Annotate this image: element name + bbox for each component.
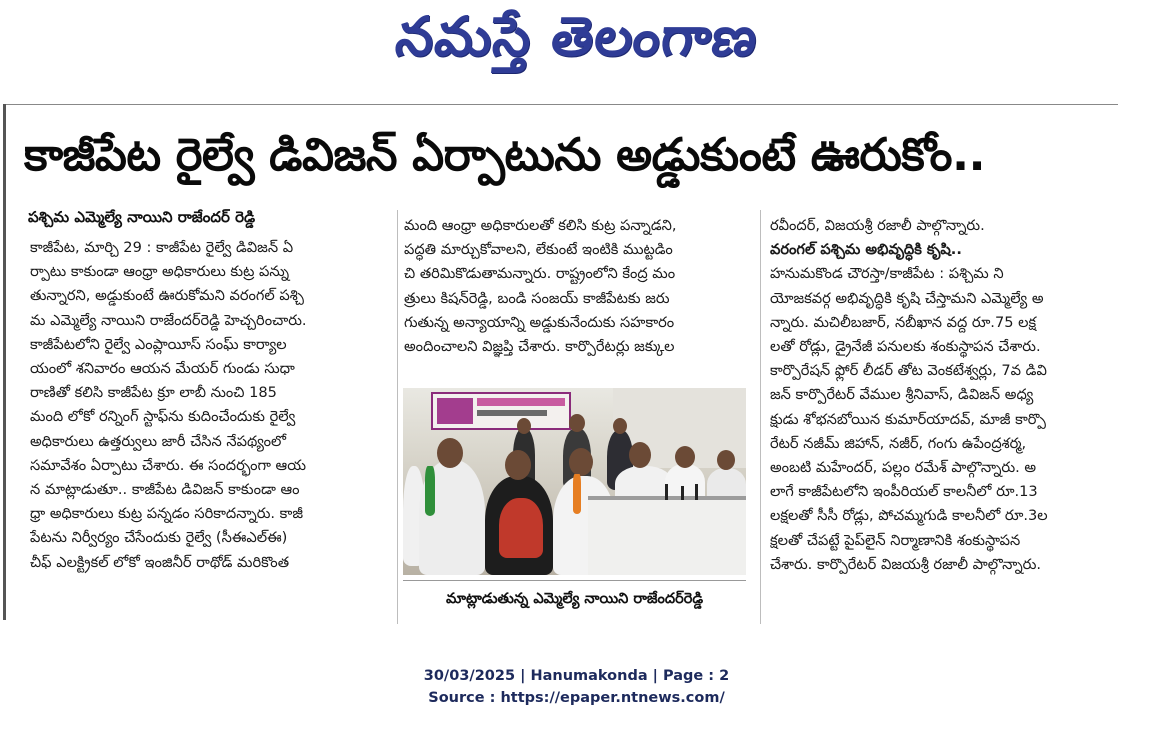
column-3-line: న్నారు. మచిలీబజార్, నబీఖాన వద్ద రూ.75 లక్ష xyxy=(770,313,1037,331)
photo-microphone xyxy=(681,486,684,500)
photo-table xyxy=(588,500,746,575)
column-1-line: చీఫ్ ఎలక్ట్రికల్ లోకో ఇంజినీర్ రాథోడ్ మరికొంత xyxy=(30,553,290,571)
column-2-line: చి తరిమికొడుతామన్నారు. రాష్ట్రంలోని కేంద్ర మం xyxy=(404,265,676,283)
column-1-line: ధ్రా అధికారులు కుట్ర పన్నడం సరికాదన్నారు. కాజీ xyxy=(30,505,303,523)
column-1-line: రాణితో కలిసి కాజీపేట క్రూ లాబీ నుంచి 185 xyxy=(30,384,277,402)
photo-caption: మాట్లాడుతున్న ఎమ్మెల్యే నాయిని రాజేందర్‌రెడ్డి xyxy=(403,580,746,616)
footer-edition-info: 30/03/2025 | Hanumakonda | Page : 2 xyxy=(423,668,730,684)
article-column-2 xyxy=(404,214,749,359)
article-headline: కాజీపేట రైల్వే డివిజన్ ఏర్పాటును అడ్డుకుంటే ఊరుకోం.. xyxy=(24,128,986,181)
column-3-line: చేశారు. కార్పొరేటర్ విజయశ్రీ రజాలీ పాల్గొన్నారు. xyxy=(770,555,1042,573)
photo-microphone xyxy=(665,484,668,500)
column-3-line: అంబటి మహేందర్, పల్లం రమేశ్ పాల్గొన్నారు. అ xyxy=(770,459,1037,477)
column-3-line: లతో రోడ్లు, డ్రైనేజీ పనులకు శంకుస్థాపన చేశారు. xyxy=(770,338,1041,356)
photo-banner xyxy=(431,392,571,430)
column-2-line: అందించాలని విజ్ఞప్తి చేశారు. కార్పొరేటర్లు జక్కుల xyxy=(404,338,675,356)
column-3-line: రవీందర్, విజయశ్రీ రజాలీ పాల్గొన్నారు. xyxy=(770,217,985,234)
column-3-line: క్షుడు శోభనబోయిన కుమార్‌యాదవ్, మాజీ కార్పొ xyxy=(770,410,1046,428)
column-3-line: లక్షలతో సీసీ రోడ్లు, పోచమ్మగుడి కాలనీలో రూ.3ల xyxy=(770,507,1048,525)
column-1-line: పేటను నిర్వీర్యం చేసేందుకు రైల్వే (సీఈఎల్ఈ) xyxy=(30,529,288,547)
column-1-line: మ ఎమ్మెల్యే నాయిని రాజేందర్‌రెడ్డి హెచ్చరించారు. xyxy=(30,311,307,329)
column-2-line: పద్ధతి మార్చుకోవాలని, లేకుంటే ఇంటికి ముట్టడిం xyxy=(404,241,673,259)
column-1-line: కాజీపేటలోని రైల్వే ఎంప్లాయీస్ సంఘ్ కార్యాల xyxy=(30,335,287,353)
article-column-3 xyxy=(770,214,1125,577)
column-1-line: సమావేశం ఏర్పాటు చేశారు. ఈ సందర్భంగా ఆయ xyxy=(30,456,306,474)
column-1-line: తున్నారని, అడ్డుకుంటే ఊరుకోమని వరంగల్ పశ్చి xyxy=(30,287,304,305)
column-divider xyxy=(760,210,761,624)
column-1-line: ర్పాటు కాకుండా ఆంధ్రా అధికారులు కుట్ర పన్ను xyxy=(30,263,290,281)
column-3-line: క్షలతో చేపట్టే పైప్‌లైన్ నిర్మాణానికి శంకుస్థాపన xyxy=(770,531,1021,549)
masthead-logo: నమస్తే తెలంగాణ xyxy=(392,4,762,68)
column-2-line: మంది ఆంధ్రా అధికారులతో కలిసి కుట్ర పన్నాడని, xyxy=(404,217,677,234)
article-column-1 xyxy=(30,236,392,575)
column-1-line: న మాట్లాడుతూ.. కాజీపేట డివిజన్ కాకుండా ఆం xyxy=(30,481,300,499)
column-1-line: కాజీపేట, మార్చి 29 : కాజీపేట రైల్వే డివిజన్ ఏ xyxy=(30,239,294,256)
masthead-divider xyxy=(5,104,1118,105)
column-3-line: యోజకవర్గ అభివృద్ధికి కృషి చేస్తామని ఎమ్మెల్యే అ xyxy=(770,289,1044,307)
subheading: వరంగల్ పశ్చిమ అభివృద్ధికి కృషి.. xyxy=(770,241,962,259)
column-3-line: హనుమకొండ చౌరస్తా/కాజీపేట : పశ్చిమ ని xyxy=(770,265,1004,283)
column-3-line: లాగే కాజీపేటలోని ఇంపీరియల్ కాలనీలో రూ.13 xyxy=(770,483,1038,501)
column-3-line: కార్పొరేషన్ ఫ్లోర్ లీడర్ తోట వెంకటేశ్వర్లు, 7వ డివి xyxy=(770,362,1047,380)
column-3-line: రేటర్ నజీమ్ జిహాన్, నజీర్, గంగు ఉపేంద్రశర్మ, xyxy=(770,434,1027,452)
column-1-line: అధికారులు ఉత్తర్వులు జారీ చేసిన నేపథ్యంలో xyxy=(30,432,287,450)
column-2-line: గుతున్న అన్యాయాన్ని అడ్డుకునేందుకు సహకారం xyxy=(404,313,675,331)
photo-microphone xyxy=(695,484,698,500)
footer-source-link[interactable]: Source : https://epaper.ntnews.com/ xyxy=(428,690,725,706)
column-3-line: జన్ కార్పొరేటర్ వేముల శ్రీనివాస్, డివిజన్ అధ్య xyxy=(770,386,1034,404)
clipping-left-border xyxy=(3,104,6,620)
article-byline: పశ్చిమ ఎమ్మెల్యే నాయిని రాజేందర్ రెడ్డి xyxy=(28,208,256,226)
column-1-line: మంది లోకో రన్నింగ్ స్టాఫ్‌ను కుదించేందుకు రైల్వే xyxy=(30,408,296,426)
press-meet-photo xyxy=(403,388,746,575)
column-1-line: యంలో శనివారం ఆయన మేయర్ గుండు సుధా xyxy=(30,360,295,378)
column-divider xyxy=(397,210,398,624)
column-2-line: త్రులు కిషన్‌రెడ్డి, బండి సంజయ్ కాజీపేటకు జరు xyxy=(404,289,670,307)
